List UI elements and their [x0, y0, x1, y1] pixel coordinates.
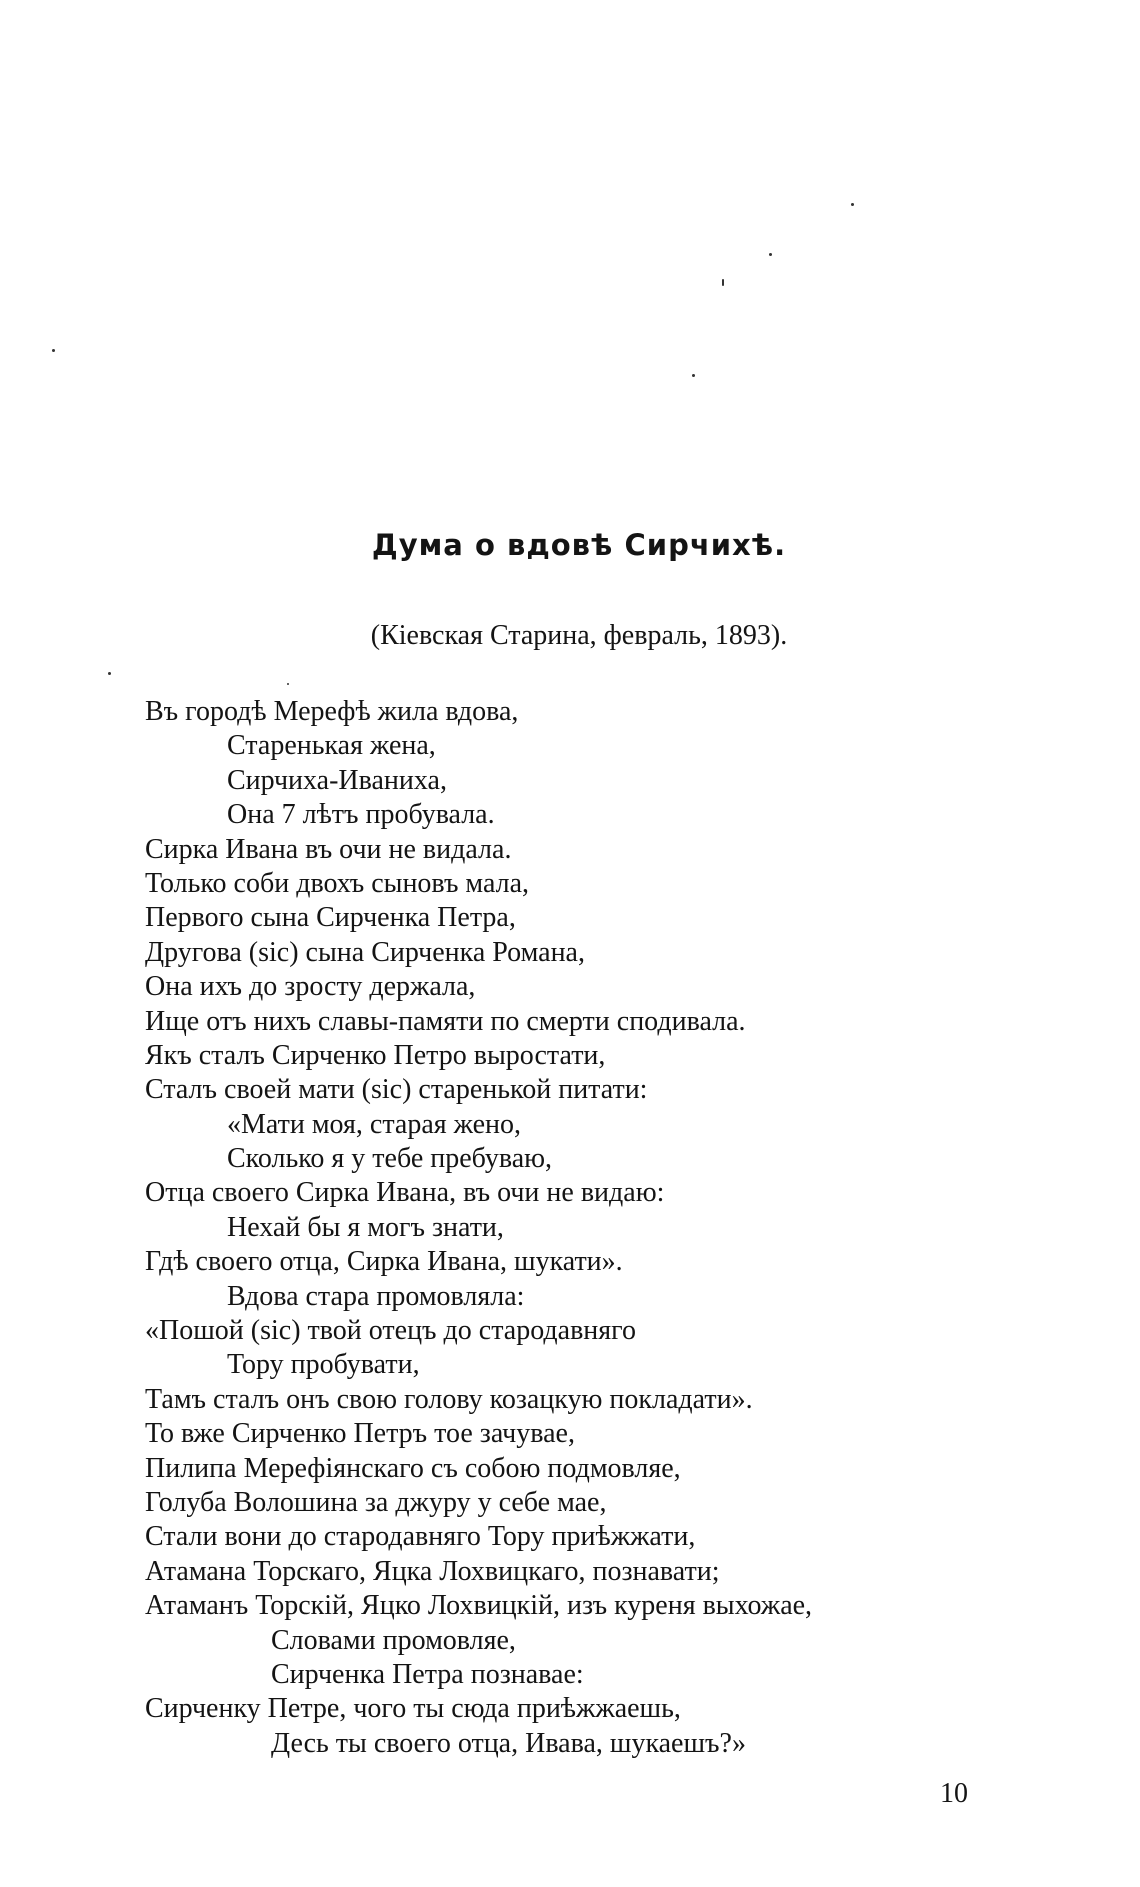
print-speck	[769, 253, 772, 256]
verse-line: Сколько я у тебе пребуваю,	[227, 1143, 553, 1175]
verse-line: Ище отъ нихъ славы-памяти по смерти сподивала.	[145, 1005, 746, 1037]
print-speck	[108, 672, 111, 675]
verse-line: «Пошой (sic) твой отецъ до стародавняго	[145, 1315, 636, 1347]
verse-line: Гдѣ своего отца, Сирка Ивана, шукати».	[145, 1246, 623, 1278]
verse-line: Сирчиха-Иваниха,	[227, 764, 447, 796]
verse-line: То вже Сирченко Петръ тое зачувае,	[145, 1418, 575, 1450]
verse-line: Словами промовляе,	[271, 1624, 516, 1656]
verse-line: Сирченку Петре, чого ты сюда приѣжжаешь,	[145, 1693, 681, 1725]
source-citation: (Кіевская Старина, февраль, 1893).	[370, 620, 788, 651]
verse-line: Пилипа Мерефіянскаго съ собою подмовляе,	[145, 1452, 681, 1484]
verse-line: Сталъ своей мати (sic) старенькой питати:	[145, 1074, 648, 1106]
page-number: 10	[940, 1778, 968, 1809]
verse-line: Только соби двохъ сыновъ мала,	[145, 867, 530, 899]
verse-line: Старенькая жена,	[227, 730, 436, 762]
verse-line: Отца своего Сирка Ивана, въ очи не видаю:	[145, 1177, 665, 1209]
verse-line: Якъ сталъ Сирченко Петро выростати,	[145, 1039, 606, 1071]
verse-line: Вдова стара промовляла:	[227, 1280, 525, 1312]
page-title: Дума о вдовѣ Сирчихѣ.	[371, 528, 787, 562]
verse-line: Атамана Торскаго, Яцка Лохвицкаго, познавати;	[145, 1555, 720, 1587]
verse-line: Другова (sic) сына Сирченка Романа,	[145, 936, 585, 968]
verse-line: Десь ты своего отца, Ивава, шукаешъ?»	[271, 1727, 746, 1759]
verse-line: Сирченка Петра познавае:	[271, 1658, 584, 1690]
print-speck	[52, 349, 55, 352]
verse-text	[145, 695, 1105, 1761]
verse-line: Голуба Волошина за джуру у себе мае,	[145, 1486, 607, 1518]
verse-line: Она 7 лѣтъ пробувала.	[227, 799, 495, 831]
verse-line: Нехай бы я могъ знати,	[227, 1211, 504, 1243]
verse-line: Тору пробувати,	[227, 1349, 420, 1381]
verse-line: Первого сына Сирченка Петра,	[145, 902, 516, 934]
verse-line: Стали вони до стародавняго Тору приѣжжати,	[145, 1521, 696, 1553]
verse-line: Она ихъ до зросту держала,	[145, 971, 476, 1003]
verse-line: Тамъ сталъ онъ свою голову козацкую покладати».	[145, 1383, 753, 1415]
print-speck	[287, 683, 289, 685]
print-speck	[851, 203, 854, 206]
verse-line: «Мати моя, старая жено,	[227, 1108, 522, 1140]
print-speck	[692, 374, 695, 377]
print-speck	[722, 279, 724, 286]
verse-line: Атаманъ Торскій, Яцко Лохвицкій, изъ куреня выхожае,	[145, 1590, 813, 1622]
verse-line: Въ городѣ Мерефѣ жила вдова,	[145, 696, 519, 727]
verse-line: Сирка Ивана въ очи не видала.	[145, 833, 512, 865]
